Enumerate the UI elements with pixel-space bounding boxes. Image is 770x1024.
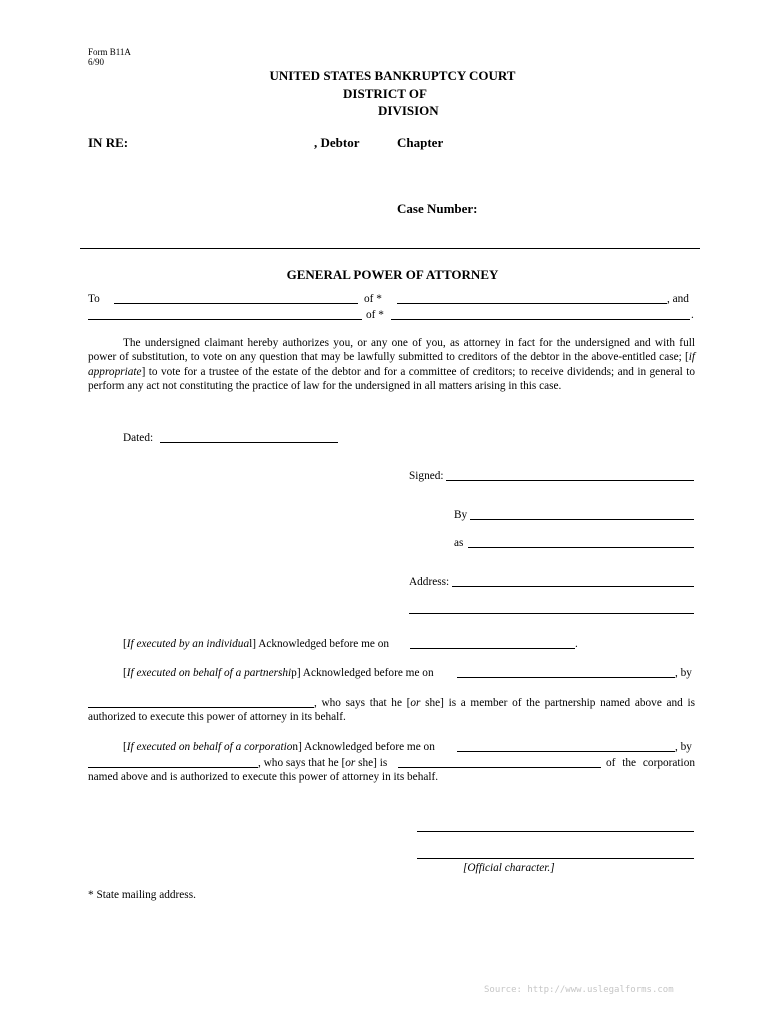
debtor-label: , Debtor	[314, 135, 360, 150]
attorney-name-field-1[interactable]	[114, 293, 358, 304]
ack-individual-date-field[interactable]	[410, 638, 575, 649]
as-label: as	[454, 537, 464, 549]
ack-partnership: [If executed on behalf of a partnership] Acknowledged before me on	[123, 667, 434, 679]
ack-corporation-closing: of the corporation named above and is authorized to execute this power of attorney in its behalf.	[88, 757, 695, 784]
ack-corporation-date-field[interactable]	[457, 741, 675, 752]
address-label: Address:	[409, 576, 450, 588]
of-label-1: of *	[364, 293, 382, 305]
of-label-2: of *	[366, 309, 384, 321]
ack-individual-period: .	[575, 638, 578, 650]
attorney-address-field-2[interactable]	[391, 309, 690, 320]
caption-divider	[80, 248, 700, 249]
in-re-label: IN RE:	[88, 135, 129, 150]
form-date: 6/90	[88, 57, 105, 67]
signed-field[interactable]	[446, 470, 694, 481]
period-mark: .	[691, 309, 694, 321]
footnote: * State mailing address.	[88, 889, 196, 901]
source-watermark: Source: http://www.uslegalforms.com	[484, 985, 674, 995]
to-label: To	[88, 293, 100, 305]
ack-corporation-continuation: , who says that he [or she] is	[258, 757, 388, 769]
court-district: DISTRICT OF	[343, 86, 427, 101]
ack-corporation: [If executed on behalf of a corporation] Acknowledged before me on	[123, 741, 435, 753]
court-division: DIVISION	[378, 103, 439, 118]
court-title: UNITED STATES BANKRUPTCY COURT	[269, 68, 516, 83]
case-number-label: Case Number:	[397, 201, 478, 216]
chapter-label: Chapter	[397, 135, 444, 150]
ack-partnership-continuation: , who says that he [or she] is a member of the partnership named above and is authorized to execute this power of attorney in its behalf.	[88, 697, 695, 724]
by-field[interactable]	[470, 509, 694, 520]
official-character-label: [Official character.]	[463, 862, 555, 874]
ack-partnership-by: , by	[675, 667, 692, 679]
signed-label: Signed:	[409, 470, 444, 482]
form-number: Form B11A	[88, 47, 131, 57]
attorney-address-field-1[interactable]	[397, 293, 667, 304]
ack-individual: [If executed by an individual] Acknowledged before me on	[123, 638, 390, 650]
and-label: , and	[667, 293, 689, 305]
attorney-name-field-2[interactable]	[88, 309, 362, 320]
as-field[interactable]	[468, 537, 694, 548]
dated-label: Dated:	[123, 432, 154, 444]
address-field-1[interactable]	[452, 576, 694, 587]
authorization-paragraph: The undersigned claimant hereby authorizes you, or any one of you, as attorney in fact for the undersigned and with full power of substitution, to vote on any question that may be lawfully submitted to creditors of the debtor in the above-entitled case; [if appropriate] to vote for a trustee of the estate of the debtor and for a committee of creditors; to receive dividends; and in general to perform any act not constituting the practice of law for the undersigned in all matters arising in this case.	[88, 337, 695, 393]
dated-field[interactable]	[160, 432, 338, 443]
official-character-line[interactable]	[417, 858, 694, 859]
ack-corporation-by: , by	[675, 741, 692, 753]
ack-partnership-date-field[interactable]	[457, 667, 675, 678]
by-label: By	[454, 509, 468, 521]
official-signature-line[interactable]	[417, 831, 694, 832]
document-title: GENERAL POWER OF ATTORNEY	[286, 267, 499, 282]
address-field-2[interactable]	[409, 603, 694, 614]
